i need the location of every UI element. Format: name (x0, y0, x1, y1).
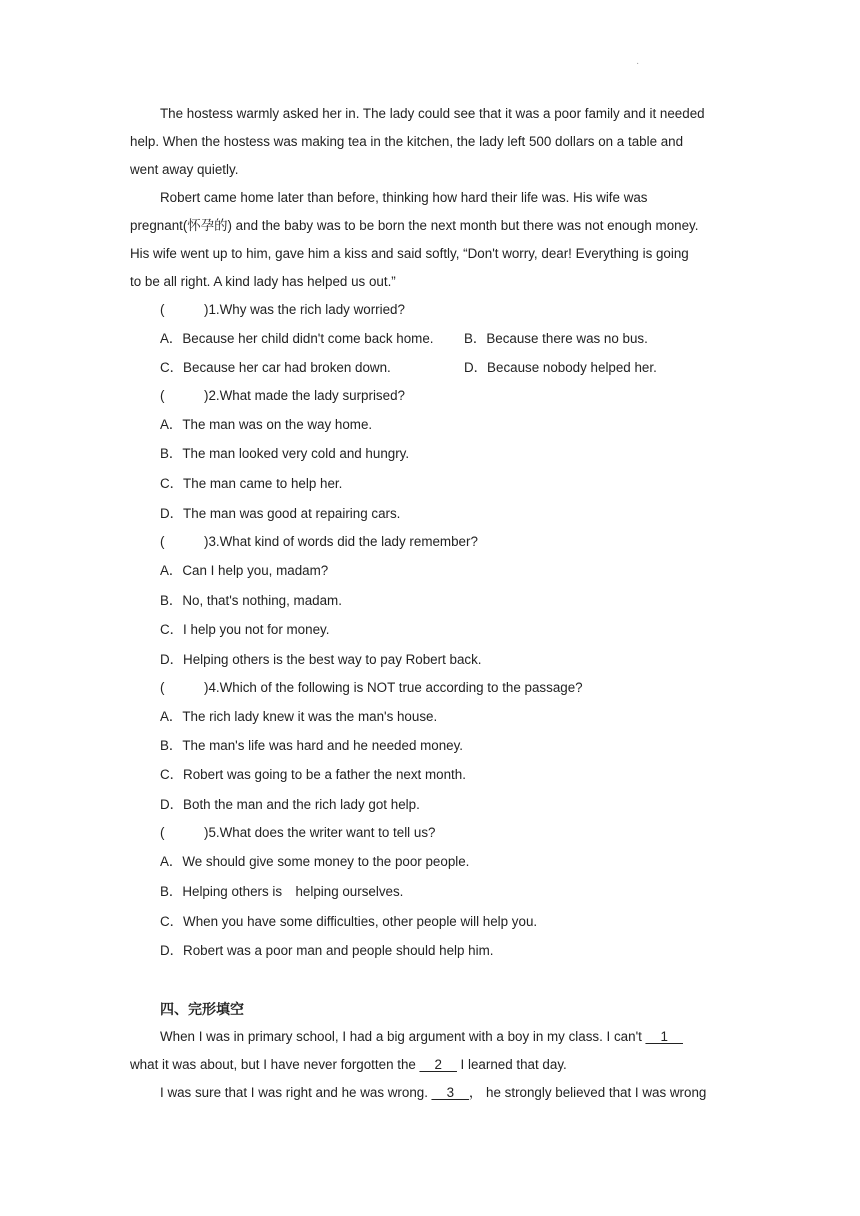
cloze-text: I learned that day. (456, 1057, 567, 1072)
cloze-blank-1: __1__ (645, 1029, 683, 1044)
option-d: D．Helping others is the best way to pay Robert back. (160, 652, 482, 667)
question-text: )3.What kind of words did the lady remember? (204, 534, 478, 549)
question-text: )4.Which of the following is NOT true according to the passage? (204, 680, 583, 695)
question-stem (160, 300, 405, 320)
option-b: B．Helping others is helping ourselves. (160, 884, 404, 899)
question-stem (160, 386, 405, 406)
cloze-line (160, 1083, 706, 1103)
cloze-blank-3: __3__ (431, 1085, 469, 1100)
cloze-text: what it was about, but I have never forgotten the (130, 1057, 420, 1072)
passage-line: The hostess warmly asked her in. The lady could see that it was a poor family and it needed (160, 106, 705, 121)
option-c: C．When you have some difficulties, other people will help you. (160, 914, 538, 929)
page-mark: · (636, 58, 640, 69)
option-c: C．Because her car had broken down. (160, 360, 391, 375)
option-d: D．Both the man and the rich lady got help. (160, 797, 420, 812)
passage-line: help. When the hostess was making tea in the kitchen, the lady left 500 dollars on a table and (130, 134, 684, 149)
option-a: A．Can I help you, madam? (160, 563, 329, 578)
option-b: B．Because there was no bus. (464, 331, 648, 346)
option-c: C．I help you not for money. (160, 622, 330, 637)
section-title: 四、完形填空 (160, 1001, 244, 1017)
option-b: B．The man looked very cold and hungry. (160, 446, 410, 461)
question-stem (160, 678, 583, 698)
option-d: D．The man was good at repairing cars. (160, 506, 401, 521)
answer-paren: ( (160, 680, 165, 695)
passage-line: Robert came home later than before, thinking how hard their life was. His wife was (160, 190, 648, 205)
option-a: A．Because her child didn't come back home. (160, 331, 434, 346)
question-text: )2.What made the lady surprised? (204, 388, 405, 403)
cloze-blank-2: __2__ (419, 1057, 457, 1072)
option-a: A．We should give some money to the poor people. (160, 854, 470, 869)
answer-paren: ( (160, 825, 165, 840)
answer-paren: ( (160, 534, 165, 549)
option-b: B．The man's life was hard and he needed money. (160, 738, 464, 753)
option-c: C．Robert was going to be a father the next month. (160, 767, 466, 782)
option-d: D．Robert was a poor man and people should help him. (160, 943, 494, 958)
question-text: )1.Why was the rich lady worried? (204, 302, 405, 317)
passage-line: to be all right. A kind lady has helped us out.” (130, 274, 396, 289)
cloze-line (160, 1027, 683, 1047)
option-b: B．No, that's nothing, madam. (160, 593, 342, 608)
cloze-text: I was sure that I was right and he was wrong. (160, 1085, 432, 1100)
question-text: )5.What does the writer want to tell us? (204, 825, 436, 840)
passage-line: went away quietly. (130, 162, 239, 177)
cloze-line (130, 1055, 567, 1075)
option-a: A．The rich lady knew it was the man's house. (160, 709, 438, 724)
option-d: D．Because nobody helped her. (464, 360, 657, 375)
option-c: C．The man came to help her. (160, 476, 343, 491)
question-stem (160, 823, 435, 843)
cloze-text: When I was in primary school, I had a big argument with a boy in my class. I can't (160, 1029, 646, 1044)
cloze-text: ， he strongly believed that I was wrong (468, 1085, 707, 1100)
option-a: A．The man was on the way home. (160, 417, 373, 432)
question-stem (160, 532, 478, 552)
passage-line: His wife went up to him, gave him a kiss and said softly, “Don't worry, dear! Everything is going (130, 246, 689, 261)
passage-line: pregnant(怀孕的) and the baby was to be born the next month but there was not enough money. (130, 218, 699, 233)
answer-paren: ( (160, 302, 165, 317)
answer-paren: ( (160, 388, 165, 403)
